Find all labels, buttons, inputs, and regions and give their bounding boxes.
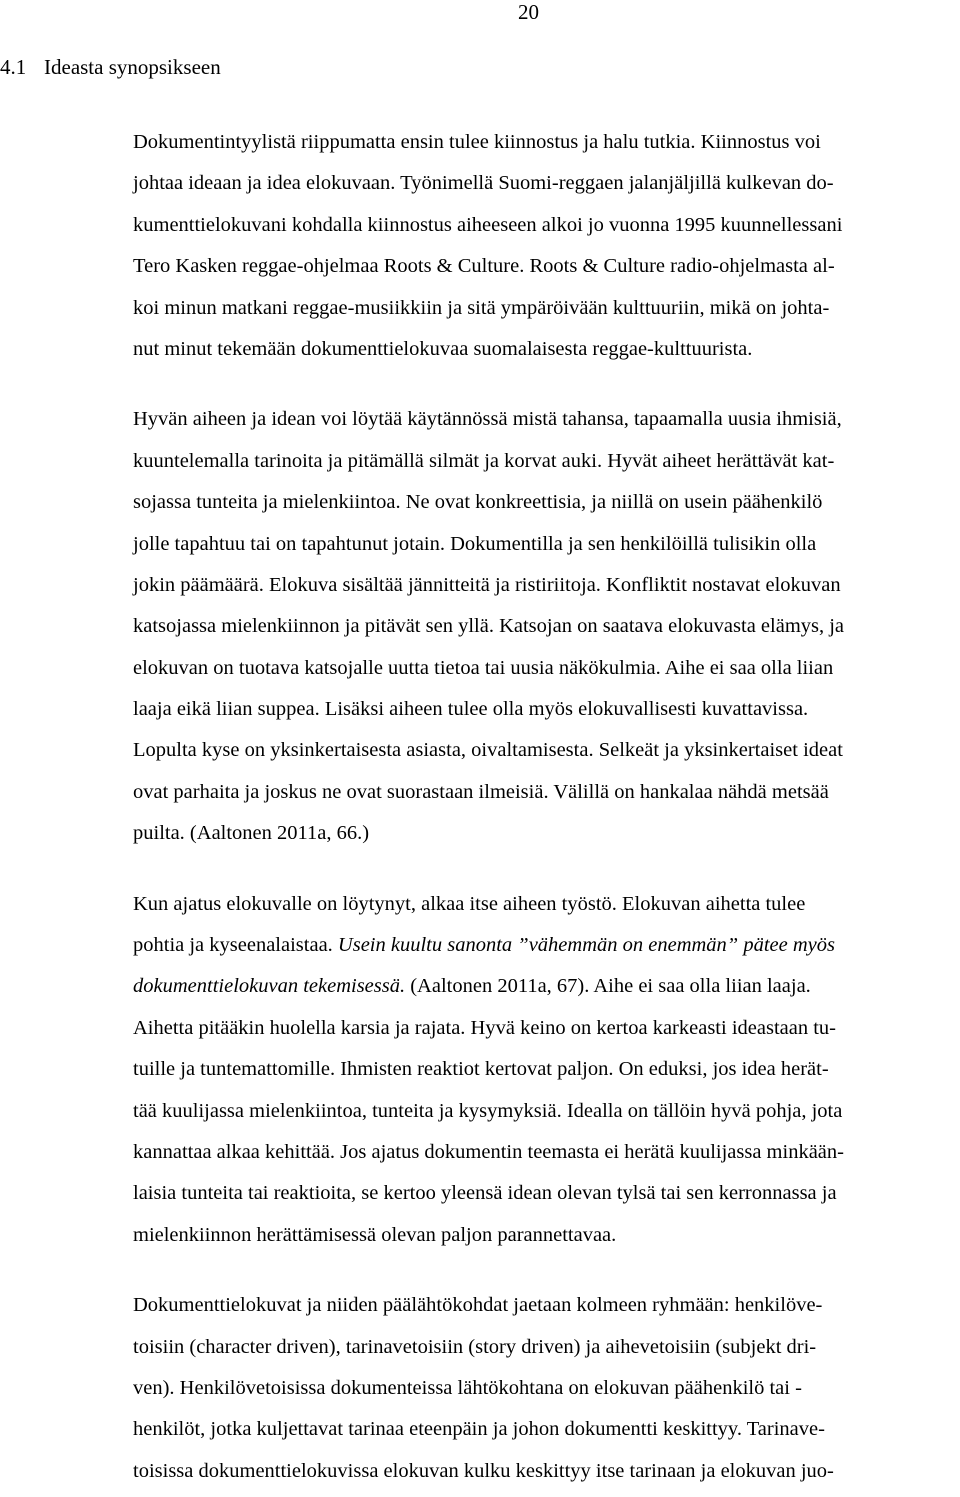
text-line: Aihetta pitääkin huolella karsia ja rajata. Hyvä keino on kertoa karkeasti ideastaan tu-	[133, 1016, 836, 1039]
text-line: toisissa dokumenttielokuvissa elokuvan kulku keskittyy itse tarinaan ja elokuvan juo-	[133, 1459, 834, 1482]
text-line: puilta. (Aaltonen 2011a, 66.)	[133, 822, 370, 845]
text-line: Lopulta kyse on yksinkertaisesta asiasta, oivaltamisesta. Selkeät ja yksinkertaiset ideat	[133, 739, 843, 762]
section-number: 4.1	[0, 55, 27, 79]
text-line: ven). Henkilövetoisissa dokumenteissa lähtökohtana on elokuvan päähenkilö tai -	[133, 1376, 802, 1399]
text-line: jokin päämäärä. Elokuva sisältää jännitteitä ja ristiriitoja. Konfliktit nostavat elokuvan	[133, 573, 841, 596]
text-line: henkilöt, jotka kuljettavat tarinaa eteenpäin ja johon dokumentti keskittyy. Tarinave-	[133, 1418, 825, 1441]
text-line: sojassa tunteita ja mielenkiintoa. Ne ovat konkreettisia, ja niillä on usein päähenkilö	[133, 491, 823, 514]
text-line: mielenkiinnon herättämisessä olevan paljon parannettavaa.	[133, 1223, 617, 1246]
text-line: tuille ja tuntemattomille. Ihmisten reaktiot kertovat paljon. On eduksi, jos idea herät-	[133, 1058, 829, 1081]
paragraph-3	[133, 884, 960, 1257]
body-text	[133, 122, 960, 1492]
text-line: Tero Kasken reggae-ohjelmaa Roots & Culture. Roots & Culture radio-ohjelmasta al-	[133, 255, 835, 278]
text-line: toisiin (character driven), tarinavetoisiin (story driven) ja aihevetoisiin (subjekt dri-	[133, 1335, 817, 1358]
text-line: kuuntelemalla tarinoita ja pitämällä silmät ja korvat auki. Hyvät aiheet herättävät kat-	[133, 449, 835, 472]
citation-text: (Aaltonen 2011a, 67). Aihe ei saa olla liian laaja.	[405, 975, 811, 998]
paragraph-4	[133, 1285, 960, 1492]
text-line: tää kuulijassa mielenkiintoa, tunteita ja kysymyksiä. Idealla on tällöin hyvä pohja, jota	[133, 1099, 843, 1122]
text-line: nut minut tekemään dokumenttielokuvaa suomalaisesta reggae-kulttuurista.	[133, 337, 753, 360]
text-line: kumenttielokuvani kohdalla kiinnostus aiheeseen alkoi jo vuonna 1995 kuunnellessani	[133, 213, 843, 236]
text-line: Kun ajatus elokuvalle on löytynyt, alkaa itse aiheen työstö. Elokuvan aihetta tulee	[133, 892, 806, 915]
text-line: johtaa ideaan ja idea elokuvaan. Työnimellä Suomi-reggaen jalanjäljillä kulkevan do-	[133, 172, 834, 195]
paragraph-2	[133, 399, 960, 854]
section-title: Ideasta synopsikseen	[44, 55, 221, 79]
paragraph-1	[133, 122, 960, 370]
text-line: katsojassa mielenkiinnon ja pitävät sen yllä. Katsojan on saatava elokuvasta elämys, ja	[133, 615, 845, 638]
page-number: 20	[518, 0, 539, 24]
text-segment: pohtia ja kyseenalaistaa.	[133, 934, 338, 957]
text-line: Dokumentintyylistä riippumatta ensin tulee kiinnostus ja halu tutkia. Kiinnostus voi	[133, 131, 821, 153]
text-line: kannattaa alkaa kehittää. Jos ajatus dokumentin teemasta ei herätä kuulijassa minkään-	[133, 1140, 844, 1163]
text-line: Hyvän aiheen ja idean voi löytää käytännössä mistä tahansa, tapaamalla uusia ihmisiä,	[133, 408, 842, 431]
italic-quote-end: dokumenttielokuvan tekemisessä.	[133, 975, 406, 998]
text-line: ovat parhaita ja joskus ne ovat suorastaan ilmeisiä. Välillä on hankalaa nähdä metsää	[133, 780, 829, 803]
italic-quote: Usein kuultu sanonta ”vähemmän on enemmän” pätee myös	[337, 934, 835, 957]
text-line-with-quote	[133, 966, 960, 1007]
text-line: laaja eikä liian suppea. Lisäksi aiheen tulee olla myös elokuvallisesti kuvattavissa.	[133, 698, 809, 721]
section-heading	[0, 52, 221, 82]
text-line-with-quote	[133, 925, 960, 966]
text-line: Dokumenttielokuvat ja niiden päälähtökohdat jaetaan kolmeen ryhmään: henkilöve-	[133, 1294, 823, 1317]
text-line: elokuvan on tuotava katsojalle uutta tietoa tai uusia näkökulmia. Aihe ei saa olla liian	[133, 656, 834, 679]
text-line: jolle tapahtuu tai on tapahtunut jotain. Dokumentilla ja sen henkilöillä tulisikin olla	[133, 532, 817, 555]
text-line: koi minun matkani reggae-musiikkiin ja sitä ympäröivään kulttuuriin, mikä on johta-	[133, 296, 830, 319]
text-line: laisia tunteita tai reaktioita, se kertoo yleensä idean olevan tylsä tai sen kerronnassa ja	[133, 1182, 837, 1205]
